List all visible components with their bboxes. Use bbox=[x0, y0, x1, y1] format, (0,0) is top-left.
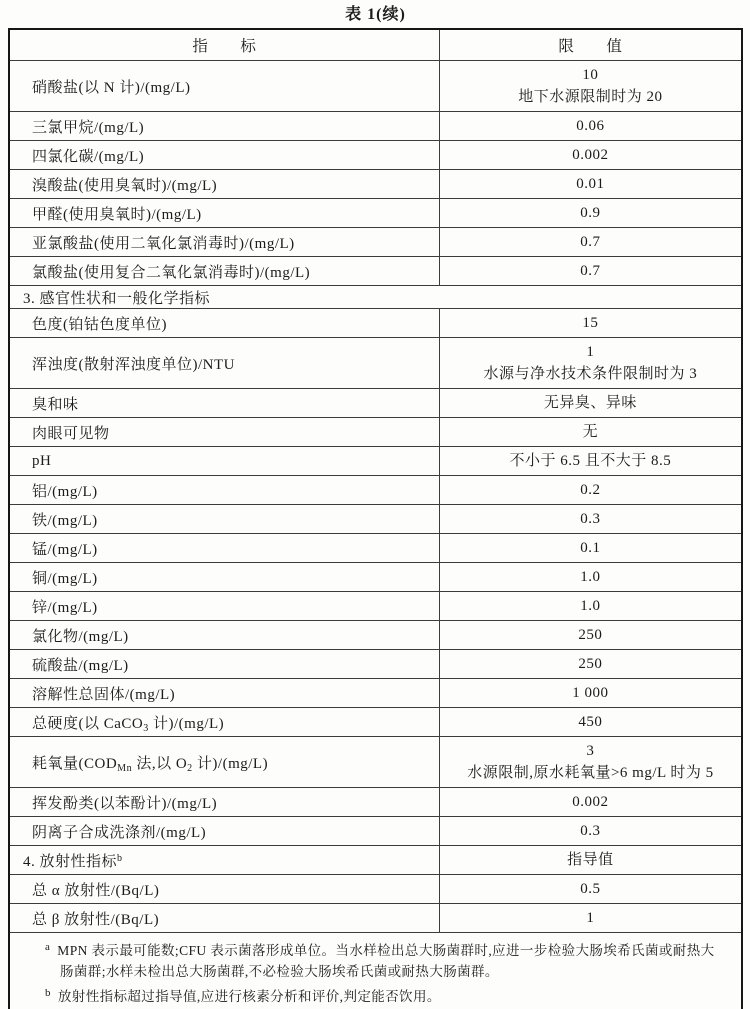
limit-line: 0.9 bbox=[580, 204, 601, 221]
indicator-cell: 氯酸盐(使用复合二氧化氯消毒时)/(mg/L) bbox=[10, 257, 440, 285]
limit-cell bbox=[440, 61, 741, 111]
limit-line: 无 bbox=[582, 423, 599, 440]
limit-cell bbox=[440, 199, 741, 227]
limit-cell bbox=[440, 141, 741, 169]
limit-line: 0.7 bbox=[580, 233, 601, 250]
limit-cell bbox=[440, 904, 741, 932]
table-row bbox=[10, 650, 741, 679]
limit-line: 地下水源限制时为 20 bbox=[518, 89, 663, 105]
footnote-a bbox=[30, 940, 727, 982]
limit-line: 250 bbox=[578, 655, 603, 672]
table-row bbox=[10, 788, 741, 817]
indicator-cell: 耗氧量($COD_{Mn}$ 法,以 $O_2$ 计)/(mg/L) bbox=[10, 737, 440, 787]
indicator-cell: 溴酸盐(使用臭氧时)/(mg/L) bbox=[10, 170, 440, 198]
table-row bbox=[10, 534, 741, 563]
footnote-text: 放射性指标超过指导值,应进行核素分析和评价,判定能否饮用。 bbox=[57, 989, 441, 1004]
limit-cell bbox=[440, 846, 741, 874]
limit-cell bbox=[440, 389, 741, 417]
limit-cell bbox=[440, 817, 741, 845]
table-row bbox=[10, 228, 741, 257]
limit-line: 1 000 bbox=[572, 684, 609, 701]
limit-line: 450 bbox=[578, 713, 603, 730]
indicator-cell: 硫酸盐/(mg/L) bbox=[10, 650, 440, 678]
indicator-cell: 铜/(mg/L) bbox=[10, 563, 440, 591]
table-row bbox=[10, 141, 741, 170]
indicator-cell: 4. 放射性指标$^b$ bbox=[10, 846, 440, 874]
limit-cell bbox=[440, 338, 741, 388]
indicator-cell: 阴离子合成洗涤剂/(mg/L) bbox=[10, 817, 440, 845]
indicator-cell: 硝酸盐(以 N 计)/(mg/L) bbox=[10, 61, 440, 111]
indicator-cell: 色度(铂钴色度单位) bbox=[10, 309, 440, 337]
limit-line: 1 bbox=[586, 343, 595, 360]
indicator-cell: 总 α 放射性/(Bq/L) bbox=[10, 875, 440, 903]
limit-cell bbox=[440, 505, 741, 533]
limit-cell bbox=[440, 621, 741, 649]
limit-line: 10 bbox=[582, 66, 599, 83]
limit-line: 3 bbox=[586, 742, 595, 759]
indicator-cell: 3. 感官性状和一般化学指标 bbox=[23, 290, 211, 307]
limit-line: 1 bbox=[586, 909, 595, 926]
limit-cell bbox=[440, 737, 741, 787]
limit-cell bbox=[440, 418, 741, 446]
indicator-cell: 亚氯酸盐(使用二氧化氯消毒时)/(mg/L) bbox=[10, 228, 440, 256]
table-row bbox=[10, 389, 741, 418]
limit-line: 0.3 bbox=[580, 510, 601, 527]
indicator-cell: 锰/(mg/L) bbox=[10, 534, 440, 562]
limit-line: 0.7 bbox=[580, 262, 601, 279]
table-row bbox=[10, 170, 741, 199]
footnote-marker: a bbox=[45, 941, 51, 953]
footnotes bbox=[10, 933, 741, 1009]
limit-cell bbox=[440, 257, 741, 285]
limit-column-header: 限 值 bbox=[558, 38, 623, 55]
table-row bbox=[10, 257, 741, 286]
indicator-cell: 铝/(mg/L) bbox=[10, 476, 440, 504]
limit-line: 250 bbox=[578, 626, 603, 643]
table-row bbox=[10, 563, 741, 592]
table-row bbox=[10, 476, 741, 505]
limit-line: 1.0 bbox=[580, 568, 601, 585]
indicator-cell: 肉眼可见物 bbox=[10, 418, 440, 446]
table-row bbox=[10, 505, 741, 534]
limit-line: 无异臭、异味 bbox=[543, 394, 637, 411]
indicator-cell: 氯化物/(mg/L) bbox=[10, 621, 440, 649]
table-row bbox=[10, 61, 741, 112]
footnote-b bbox=[30, 986, 727, 1007]
limit-cell bbox=[440, 309, 741, 337]
indicator-cell: 臭和味 bbox=[10, 389, 440, 417]
table-row bbox=[10, 309, 741, 338]
limit-cell bbox=[440, 563, 741, 591]
limit-cell bbox=[440, 476, 741, 504]
table-row bbox=[10, 592, 741, 621]
section-row bbox=[10, 846, 741, 875]
limit-cell bbox=[440, 650, 741, 678]
page-title: 表 1(续) bbox=[345, 6, 406, 23]
limit-line: 0.1 bbox=[580, 539, 601, 556]
table-body bbox=[10, 61, 741, 933]
limit-line: 指导值 bbox=[567, 851, 614, 868]
indicator-cell: 四氯化碳/(mg/L) bbox=[10, 141, 440, 169]
indicator-cell: 浑浊度(散射浑浊度单位)/NTU bbox=[10, 338, 440, 388]
limit-line: 0.002 bbox=[572, 146, 609, 163]
footnote-marker: b bbox=[45, 987, 51, 999]
limit-cell bbox=[440, 170, 741, 198]
limit-line: 0.01 bbox=[576, 175, 605, 192]
header-row bbox=[10, 30, 741, 61]
limit-line: 水源限制,原水耗氧量>6 mg/L 时为 5 bbox=[467, 765, 714, 781]
limit-line: 0.002 bbox=[572, 793, 609, 810]
table-row bbox=[10, 817, 741, 846]
indicator-cell: 溶解性总固体/(mg/L) bbox=[10, 679, 440, 707]
indicator-cell: 总硬度(以 CaCO$_3$ 计)/(mg/L) bbox=[10, 708, 440, 736]
standards-table bbox=[8, 28, 743, 1009]
limit-line: 0.06 bbox=[576, 117, 605, 134]
table-row bbox=[10, 338, 741, 389]
limit-cell bbox=[440, 679, 741, 707]
table-row bbox=[10, 418, 741, 447]
table-row bbox=[10, 737, 741, 788]
limit-cell bbox=[440, 447, 741, 475]
limit-line: 0.3 bbox=[580, 822, 601, 839]
indicator-cell: 铁/(mg/L) bbox=[10, 505, 440, 533]
limit-cell bbox=[440, 708, 741, 736]
table-row bbox=[10, 112, 741, 141]
indicator-cell: 锌/(mg/L) bbox=[10, 592, 440, 620]
table-row bbox=[10, 875, 741, 904]
limit-line: 水源与净水技术条件限制时为 3 bbox=[483, 366, 698, 382]
limit-cell bbox=[440, 788, 741, 816]
limit-cell bbox=[440, 112, 741, 140]
limit-line: 不小于 6.5 且不大于 8.5 bbox=[509, 452, 672, 469]
limit-line: 15 bbox=[582, 314, 599, 331]
limit-line: 1.0 bbox=[580, 597, 601, 614]
table-row bbox=[10, 679, 741, 708]
indicator-cell: 三氯甲烷/(mg/L) bbox=[10, 112, 440, 140]
indicator-cell: 甲醛(使用臭氧时)/(mg/L) bbox=[10, 199, 440, 227]
table-row bbox=[10, 199, 741, 228]
table-row bbox=[10, 904, 741, 933]
limit-cell bbox=[440, 875, 741, 903]
table-row bbox=[10, 447, 741, 476]
limit-line: 0.2 bbox=[580, 481, 601, 498]
indicator-column-header: 指 标 bbox=[10, 30, 440, 60]
indicator-cell: 挥发酚类(以苯酚计)/(mg/L) bbox=[10, 788, 440, 816]
limit-cell bbox=[440, 228, 741, 256]
table-row bbox=[10, 708, 741, 737]
limit-line: 0.5 bbox=[580, 880, 601, 897]
indicator-cell: pH bbox=[10, 447, 440, 475]
indicator-cell: 总 β 放射性/(Bq/L) bbox=[10, 904, 440, 932]
limit-cell bbox=[440, 534, 741, 562]
footnote-text: MPN 表示最可能数;CFU 表示菌落形成单位。当水样检出总大肠菌群时,应进一步检验大肠埃希氏菌或耐热大肠菌群;水样未检出总大肠菌群,不必检验大肠埃希氏菌或耐热大肠菌群。 bbox=[57, 943, 715, 979]
table-row bbox=[10, 621, 741, 650]
limit-cell bbox=[440, 592, 741, 620]
section-row bbox=[10, 286, 741, 309]
